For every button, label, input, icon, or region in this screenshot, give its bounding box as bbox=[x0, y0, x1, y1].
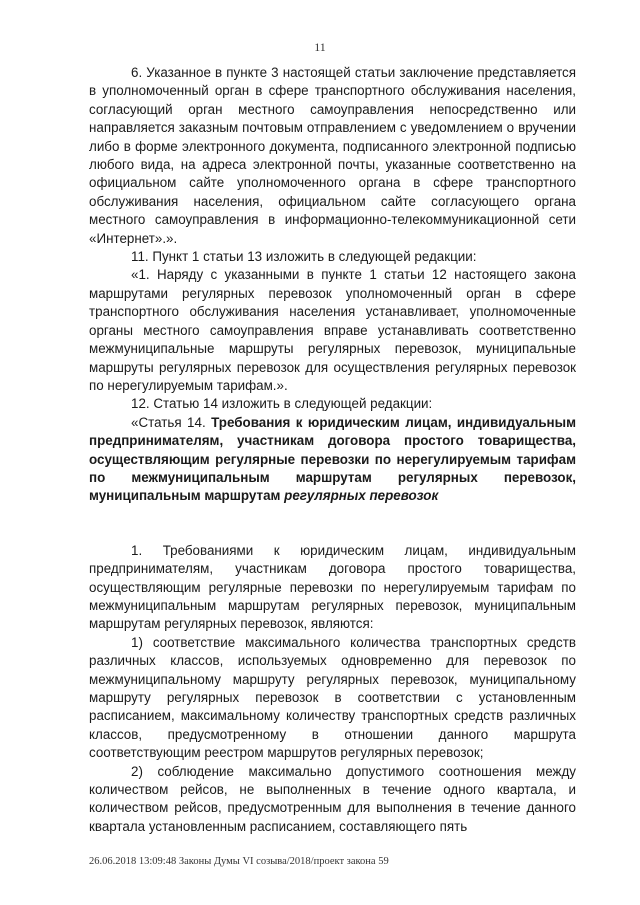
paragraph-point-1-article-13: «1. Наряду с указанными в пункте 1 статьи 12 настоящего закона маршрутами регулярных перевозок уполномоченный орган в сфере транспортного обслуживания населения устанавливает, уполномоченные органы местного самоуправления вправе устанавливать соответственно межмуниципальные маршруты регулярных перевозок, муниципальные маршруты регулярных перевозок для осуществления регулярных перевозок по нерегулируемым тарифам.». bbox=[89, 267, 576, 393]
document-body bbox=[89, 64, 576, 836]
paragraph-point-6: 6. Указанное в пункте 3 настоящей статьи заключение представляется в уполномоченный орган в сфере транспортного обслуживания населения, согласующий орган местного самоуправления непосредственно или направляется заказным почтовым отправлением с уведомлением о вручении либо в форме электронного документа, подписанного электронной подписью любого вида, на адреса электронной почты, указанные соответственно на официальном сайте уполномоченного органа в сфере транспортного обслуживания населения, официальном сайте согласующего органа местного самоуправления в информационно-телекоммуникационной сети «Интернет».». bbox=[89, 65, 576, 246]
paragraph-subitem-1: 1) соответствие максимального количества транспортных средств различных классов, используемых одновременно для перевозок по межмуниципальному маршруту регулярных перевозок, муниципальному маршруту регулярных перевозок в соответствии с установленным расписанием, максимальному количеству транспортных средств различных классов, предусмотренному в отношении данного маршрута соответствующим реестром маршрутов регулярных перевозок; bbox=[89, 634, 576, 761]
footer-metadata: 26.06.2018 13:09:48 Законы Думы VI созыва/2018/проект закона 59 bbox=[89, 856, 389, 867]
paragraph-item-11: 11. Пункт 1 статьи 13 изложить в следующей редакции: bbox=[131, 249, 477, 265]
paragraph-item-12: 12. Статью 14 изложить в следующей редакции: bbox=[131, 396, 433, 412]
article-14-prefix: «Статья 14. bbox=[131, 414, 212, 430]
paragraph-subitem-2: 2) соблюдение максимально допустимого соотношения между количеством рейсов, не выполненных в течение одного квартала, и количеством рейсов, предусмотренным для выполнения в течение данного квартала установленным расписанием, составляющего пять bbox=[89, 763, 576, 834]
article-14-title-end: регулярных перевозок bbox=[284, 488, 439, 504]
article-14-heading bbox=[89, 414, 576, 506]
section-spacer bbox=[89, 506, 576, 542]
page-number: 11 bbox=[314, 40, 326, 54]
paragraph-requirements-1: 1. Требованиями к юридическим лицам, индивидуальным предпринимателям, участникам договора простого товарищества, осуществляющим регулярные перевозки по нерегулируемым тарифам по межмуниципальным маршрутам регулярных перевозок, муниципальным маршрутам регулярных перевозок, являются: bbox=[89, 542, 576, 632]
article-14-title: Требования к юридическим лицам, индивидуальным предпринимателям, участникам договора простого товарищества, осуществляющим регулярные перевозки по нерегулируемым тарифам по межмуниципальным маршрутам регулярных перевозок, муниципальным маршрутам bbox=[89, 414, 576, 504]
